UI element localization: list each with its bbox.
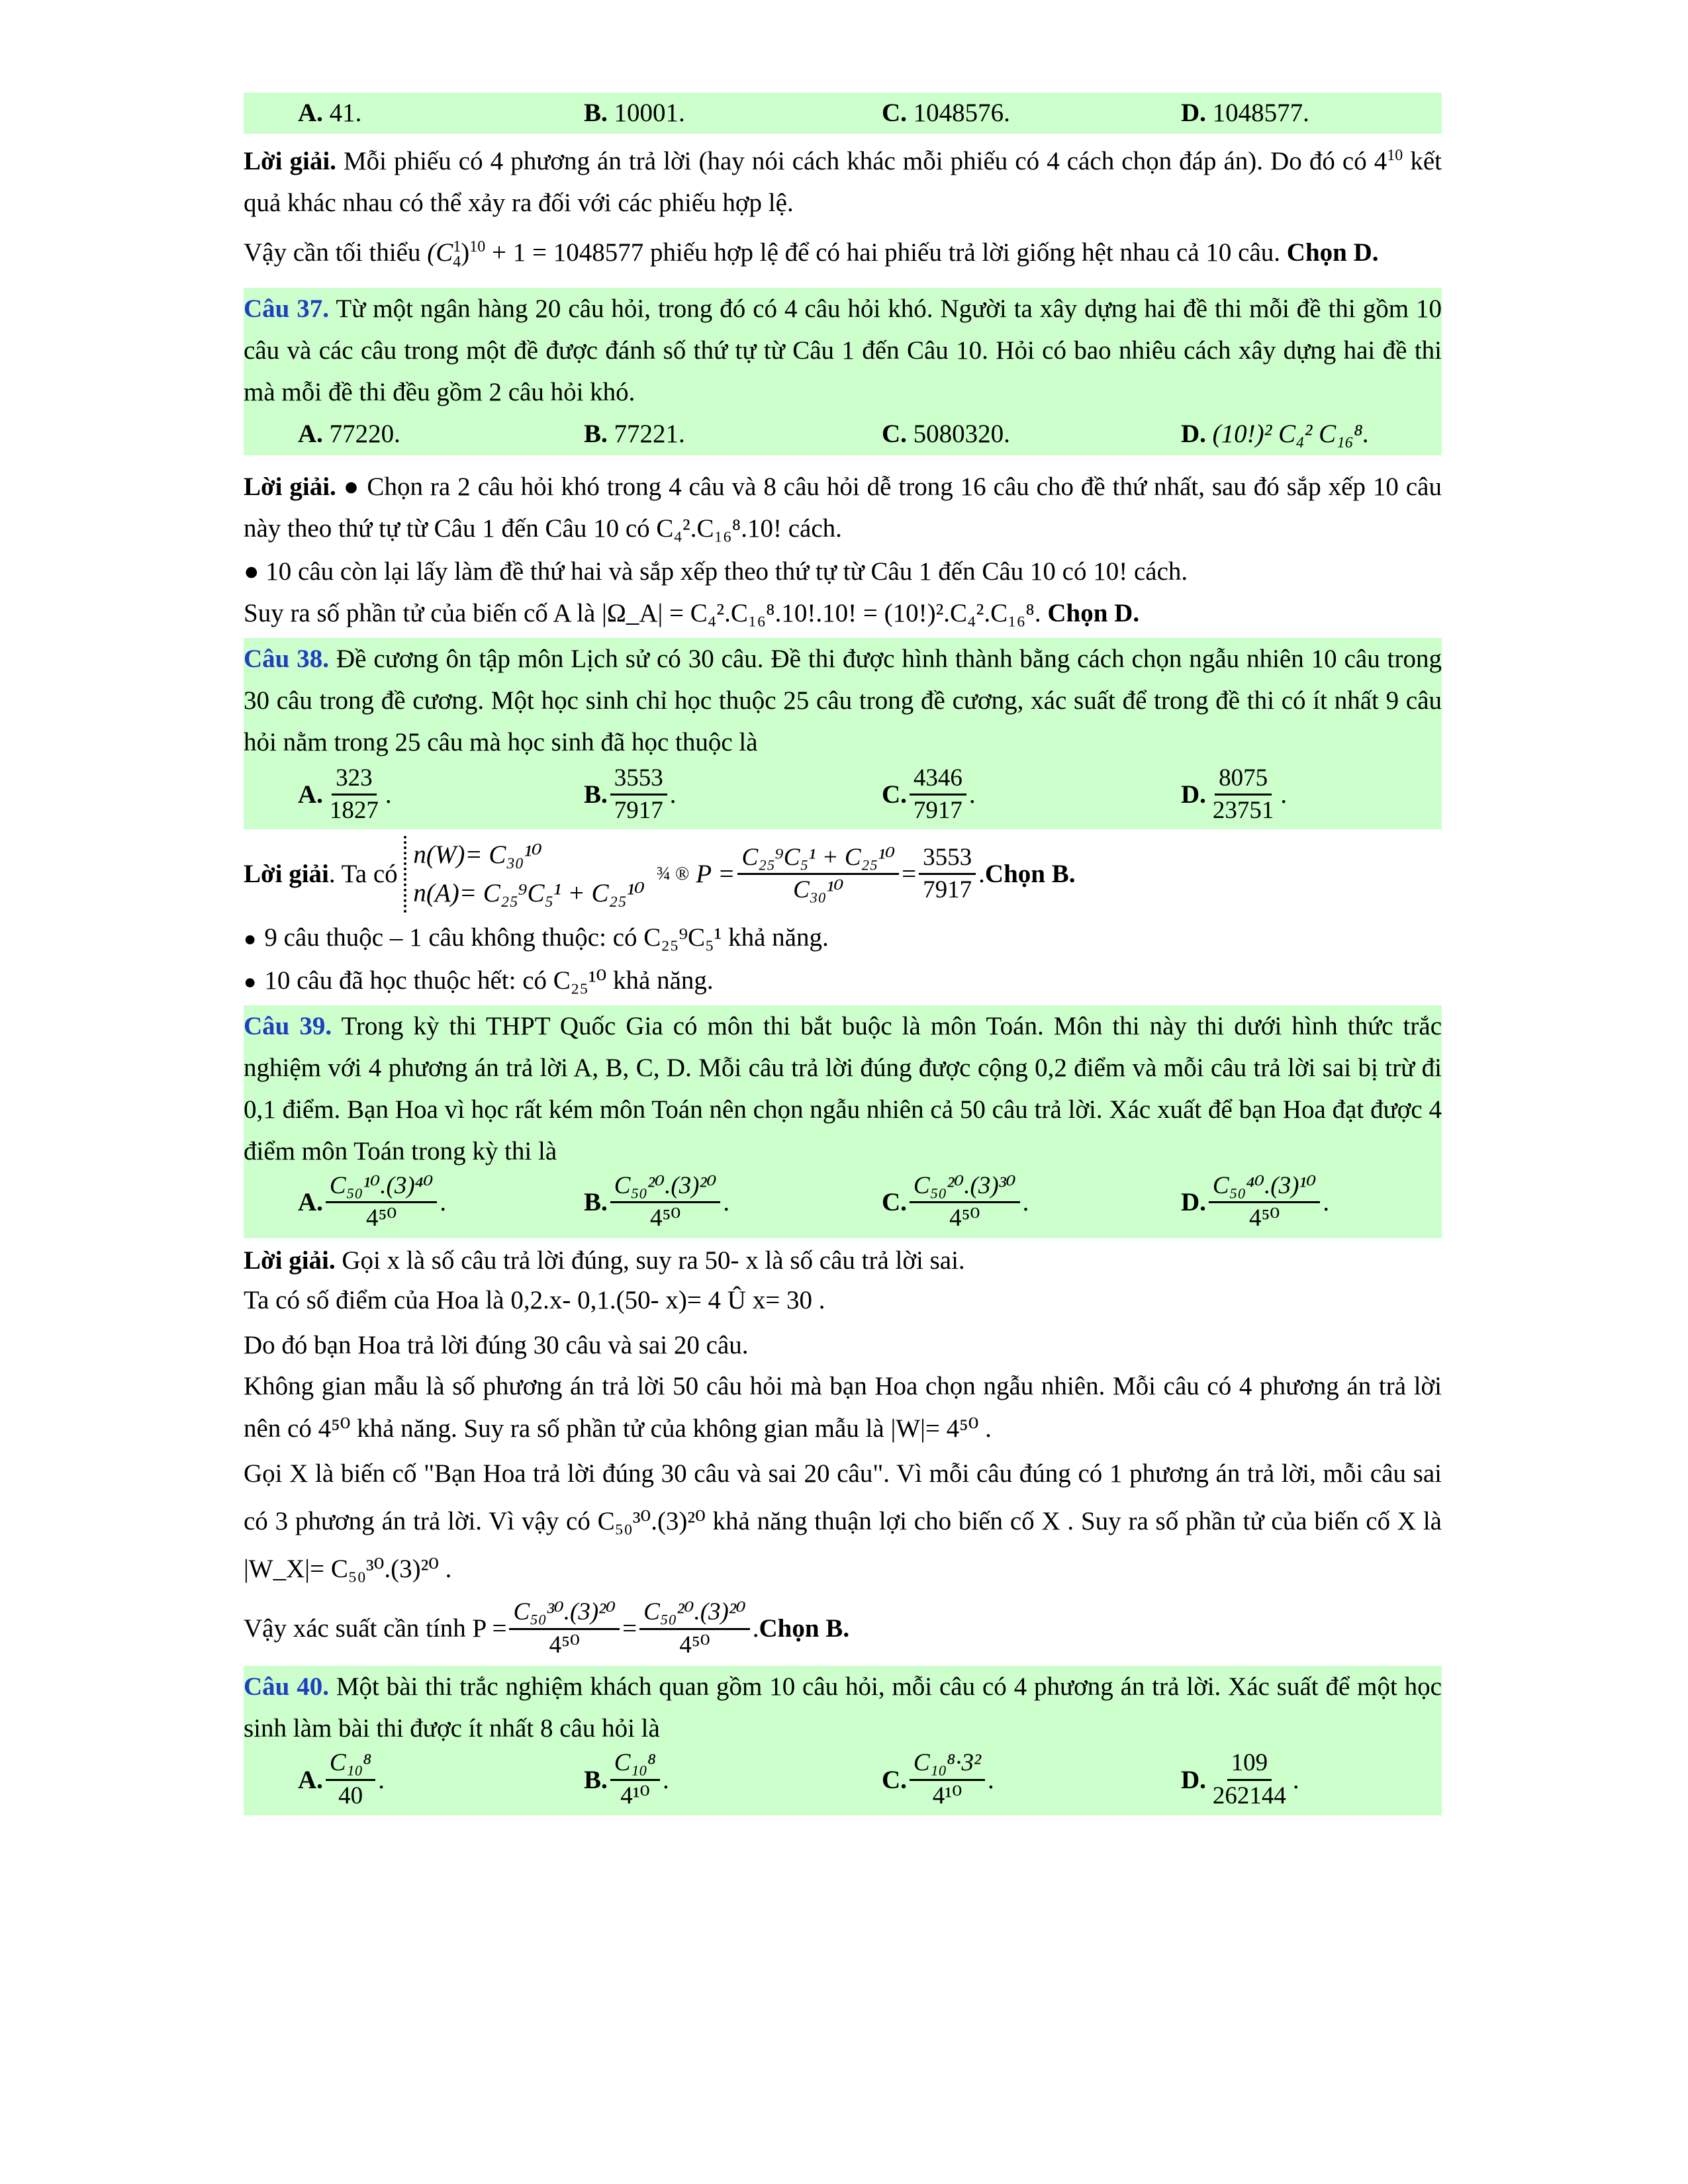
q37-solution <box>244 466 1442 634</box>
q39-text: Câu 39. Trong kỳ thi THPT Quốc Gia có môn thi bắt buộc là môn Toán. Môn thi này thi dưới hình thức trắc nghiệm với 4 phương án trả lời A, B, C, D. Mỗi câu trả lời đúng được cộng 0,2 điểm và mỗi câu trả lời sai bị trừ đi 0,1 điểm. Bạn Hoa vì học rất kém môn Toán nên chọn ngẫu nhiên cả 50 câu trả lời. Xác xuất để bạn Hoa đạt được 4 điểm môn Toán trong kỳ thi là <box>244 1011 1442 1165</box>
q39-sol-2: Ta có số điểm của Hoa là 0,2.x- 0,1.(50- x)= 4 Û x= 30 . <box>244 1285 825 1314</box>
question-39 <box>244 1005 1442 1238</box>
q39-solution <box>244 1241 1442 1659</box>
option-a: A. $\frac{323}{1827}$ . <box>298 764 392 825</box>
q36-options <box>244 93 1442 134</box>
fraction: $\frac{\text{C₅₀³⁰.(3)²⁰}}{\text{4⁵⁰}}$ <box>509 1598 620 1659</box>
option-c: C. 5080320. <box>882 419 1010 448</box>
fraction: $\frac{\text{C₅₀²⁰.(3)³⁰}}{\text{4⁵⁰}}$ <box>910 1172 1020 1233</box>
question-37 <box>244 288 1442 455</box>
fraction: $\frac{\text{C₁₀⁸}}{40}$ <box>326 1749 375 1810</box>
fraction: $\frac{323}{1827}$ <box>329 764 379 825</box>
fraction: $\frac{109}{262144}$ <box>1212 1749 1286 1809</box>
option-a: A. $\frac{\text{C₁₀⁸}}{40}$ . <box>298 1749 385 1809</box>
q39-sol-1: Lời giải. Gọi x là số câu trả lời đúng, suy ra 50- x là số câu trả lời sai. <box>244 1246 965 1275</box>
q38-bullet-2: ● 10 câu đã học thuộc hết: có C₂₅¹⁰ khả năng. <box>244 960 1442 1003</box>
option-c: C. 1048576. <box>882 99 1010 127</box>
q38-sol-main: Lời giải . Ta có n(W)= C₃₀¹⁰ n(A)= C₂₅⁹C₅¹ + C₂₅¹⁰ ¾ ® P = $\frac{\text{C₂₅⁹C₅¹ + C₂₅¹⁰}}{\text{C₃₀¹⁰}}$ = $\frac{3553}{7917}$ . Chọn B. <box>244 836 1442 913</box>
q37-text: Câu 37. Từ một ngân hàng 20 câu hỏi, trong đó có 4 câu hỏi khó. Người ta xây dựng hai đề thi mỗi đề thi gồm 10 câu và các câu trong một đề được đánh số thứ tự từ Câu 1 đến Câu 10. Hỏi có bao nhiêu cách xây dựng hai đề thi mà mỗi đề thi đều gồm 2 câu hỏi khó. <box>244 294 1442 406</box>
fraction: $\frac{3553}{7917}$ <box>610 764 667 825</box>
option-c: C. $\frac{\text{C₅₀²⁰.(3)³⁰}}{\text{4⁵⁰}}$ . <box>882 1171 1029 1232</box>
q39-sol-3: Do đó bạn Hoa trả lời đúng 30 câu và sai 20 câu. <box>244 1330 749 1359</box>
fraction: $\frac{\text{C₂₅⁹C₅¹ + C₂₅¹⁰}}{\text{C₃₀¹⁰}}$ <box>737 844 899 905</box>
option-b: B. $\frac{3553}{7917}$ . <box>584 764 677 825</box>
option-d: D. $\frac{109}{262144}$ . <box>1181 1749 1299 1809</box>
q37-sol-2: ● 10 câu còn lại lấy làm đề thứ hai và sắp xếp theo thứ tự từ Câu 1 đến Câu 10 có 10! cách. <box>244 557 1188 586</box>
q36-solution: Lời giải. Mỗi phiếu có 4 phương án trả lời (hay nói cách khác mỗi phiếu có 4 cách chọn đáp án). Do đó có $4^{10}$ kết quả khác nhau có thể xảy ra đối với các phiếu hợp lệ. <box>244 147 1442 217</box>
question-38 <box>244 638 1442 829</box>
q38-text: Câu 38. Đề cương ôn tập môn Lịch sử có 30 câu. Đề thi được hình thành bằng cách chọn ngẫu nhiên 10 câu trong 30 câu trong đề cương. Một học sinh chỉ học thuộc 25 câu trong đề cương, xác suất để trong đề thi có ít nhất 9 câu hỏi nằm trong 25 câu mà học sinh đã học thuộc là <box>244 644 1442 756</box>
option-d: D. $\frac{8075}{23751}$ . <box>1181 764 1288 825</box>
fraction: $\frac{\text{C₅₀¹⁰.(3)⁴⁰}}{\text{4⁵⁰}}$ <box>326 1172 437 1233</box>
q37-sol-3: Suy ra số phần tử của biến cố A là |Ω_A| = C₄².C₁₆⁸.10!.10! = (10!)².C₄².C₁₆⁸. Chọn D. <box>244 598 1140 627</box>
option-b: B. 10001. <box>584 99 685 127</box>
option-b: B. $\frac{\text{C₅₀²⁰.(3)²⁰}}{\text{4⁵⁰}}$ . <box>584 1171 730 1232</box>
option-d: D. (10!)² C₄² C₁₆⁸. <box>1181 419 1370 448</box>
q37-options <box>244 413 1442 455</box>
q38-options <box>244 763 1442 829</box>
option-d: D. $\frac{\text{C₅₀⁴⁰.(3)¹⁰}}{\text{4⁵⁰}}$ . <box>1181 1171 1330 1232</box>
option-d: D. 1048577. <box>1181 99 1309 127</box>
system-brace: n(W)= C₃₀¹⁰ n(A)= C₂₅⁹C₅¹ + C₂₅¹⁰ <box>404 836 645 913</box>
q38-solution <box>244 836 1442 1003</box>
q40-text: Câu 40. Một bài thi trắc nghiệm khách quan gồm 10 câu hỏi, mỗi câu có 4 phương án trả lời. Xác suất để một học sinh làm bài thi được ít nhất 8 câu hỏi là <box>244 1672 1442 1743</box>
fraction: $\frac{4346}{7917}$ <box>910 764 966 825</box>
q39-options <box>244 1172 1442 1238</box>
question-40 <box>244 1666 1442 1815</box>
q40-options <box>244 1749 1442 1815</box>
option-a: A. 77220. <box>298 419 400 448</box>
q36-conclusion: Vậy cần tối thiểu $(C^1_4)^{10} + 1 = 1048577$ phiếu hợp lệ để có hai phiếu trả lời giống hệt nhau cả 10 câu. Chọn D. <box>244 238 1379 271</box>
fraction: $\frac{\text{C₁₀⁸}}{\text{4¹⁰}}$ <box>610 1749 660 1810</box>
fraction: $\frac{\text{C₅₀²⁰.(3)²⁰}}{\text{4⁵⁰}}$ <box>639 1598 750 1659</box>
option-c: C. $\frac{\text{C₁₀⁸·3²}}{\text{4¹⁰}}$ . <box>882 1749 994 1809</box>
q39-sol-4: Không gian mẫu là số phương án trả lời 50 câu hỏi mà bạn Hoa chọn ngẫu nhiên. Mỗi câu có 4 phương án trả lời nên có 4⁵⁰ khả năng. Suy ra số phần tử của không gian mẫu là |W|= 4⁵⁰ . <box>244 1371 1442 1443</box>
q39-sol-5: Gọi X là biến cố "Bạn Hoa trả lời đúng 30 câu và sai 20 câu". Vì mỗi câu đúng có 1 phương án trả lời, mỗi câu sai có 3 phương án trả lời. Vì vậy có C₅₀³⁰.(3)²⁰ khả năng thuận lợi cho biến cố X . Suy ra số phần tử của biến cố X là |W_X|= C₅₀³⁰.(3)²⁰ . <box>244 1459 1442 1583</box>
q39-sol-6: Vậy xác suất cần tính P = $\frac{\text{C₅₀³⁰.(3)²⁰}}{\text{4⁵⁰}}$ = $\frac{\text{C₅₀²⁰.(3)²⁰}}{\text{4⁵⁰}}$ . Chọn B. <box>244 1598 850 1659</box>
fraction: $\frac{\text{C₅₀²⁰.(3)²⁰}}{\text{4⁵⁰}}$ <box>610 1172 721 1233</box>
fraction: $\frac{\text{C₁₀⁸·3²}}{\text{4¹⁰}}$ <box>910 1749 985 1810</box>
q37-sol-1: Lời giải. ● Chọn ra 2 câu hỏi khó trong 4 câu và 8 câu hỏi dễ trong 16 câu cho đề thứ nhất, sau đó sắp xếp 10 câu này theo thứ tự từ Câu 1 đến Câu 10 có C₄².C₁₆⁸.10! cách. <box>244 472 1442 543</box>
option-b: B. 77221. <box>584 419 685 448</box>
q38-bullet-1: ● 9 câu thuộc – 1 câu không thuộc: có C₂₅⁹C₅¹ khả năng. <box>244 917 1442 960</box>
fraction: $\frac{3553}{7917}$ <box>919 844 976 905</box>
option-b: B. $\frac{\text{C₁₀⁸}}{\text{4¹⁰}}$ . <box>584 1749 669 1809</box>
fraction: $\frac{8075}{23751}$ <box>1212 764 1274 825</box>
option-c: C. $\frac{4346}{7917}$ . <box>882 764 976 825</box>
document-page <box>244 93 1442 1815</box>
option-a: A. $\frac{\text{C₅₀¹⁰.(3)⁴⁰}}{\text{4⁵⁰}}$ . <box>298 1171 447 1232</box>
fraction: $\frac{\text{C₅₀⁴⁰.(3)¹⁰}}{\text{4⁵⁰}}$ <box>1209 1172 1320 1233</box>
option-a: A. 41. <box>298 99 362 127</box>
